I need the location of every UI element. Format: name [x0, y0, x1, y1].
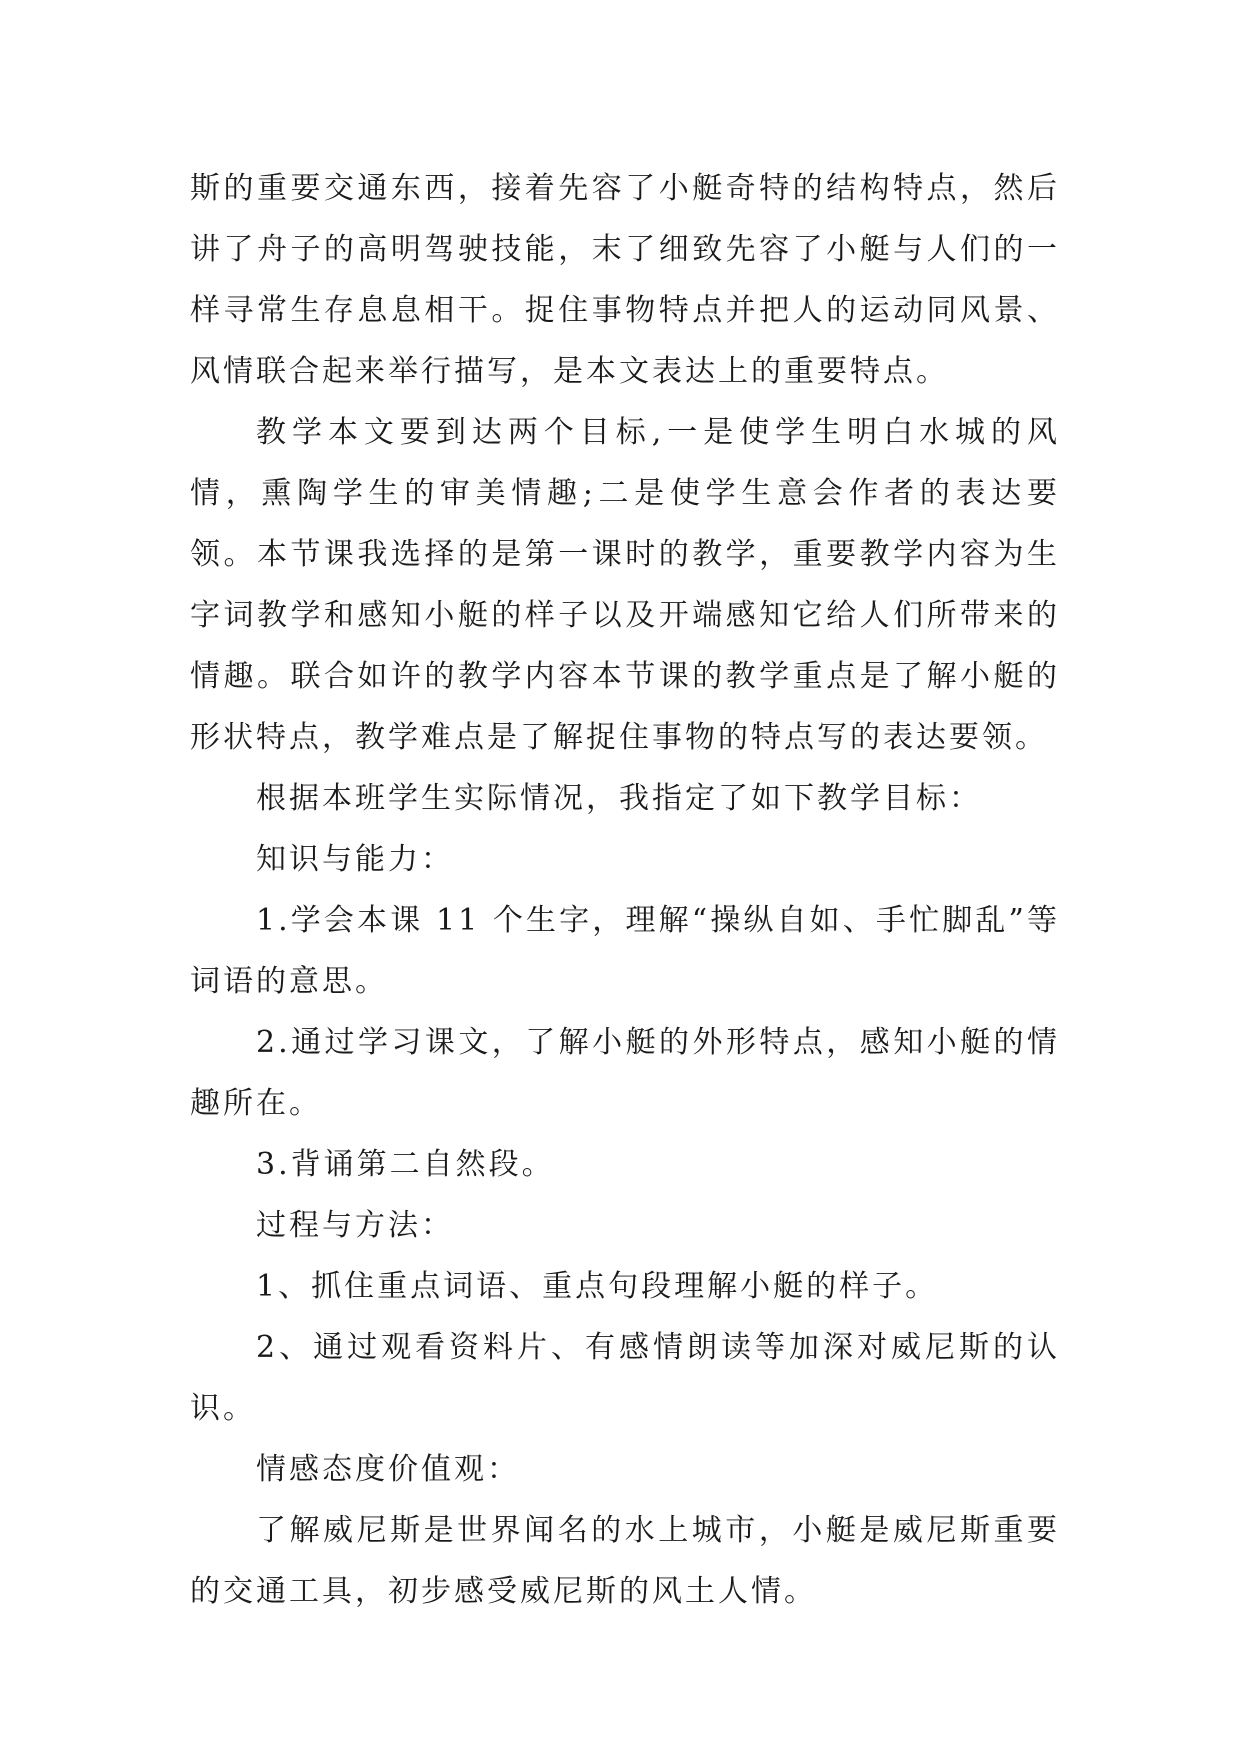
values-paragraph: 了解威尼斯是世界闻名的水上城市，小艇是威尼斯重要的交通工具，初步感受威尼斯的风土人情。 — [190, 1513, 1060, 1609]
paragraph-3: 根据本班学生实际情况，我指定了如下教学目标： — [256, 781, 982, 816]
objective-item-1: 1.学会本课 11 个生字，理解“操纵自如、手忙脚乱”等词语的意思。 — [190, 903, 1060, 999]
paragraph-2: 教学本文要到达两个目标,一是使学生明白水城的风情，熏陶学生的审美情趣;二是使学生意会作者的表达要领。本节课我选择的是第一课时的教学，重要教学内容为生字词教学和感知小艇的样子以及开端感知它给人们所带来的情趣。联合如许的教学内容本节课的教学重点是了解小艇的形状特点，教学难点是了解捉住事物的特点写的表达要领。 — [190, 415, 1060, 755]
process-item-1: 1、抓住重点词语、重点句段理解小艇的样子。 — [256, 1269, 939, 1304]
objective-item-3: 3.背诵第二自然段。 — [256, 1147, 555, 1182]
section-heading-values: 情感态度价值观： — [256, 1452, 520, 1487]
section-heading-process: 过程与方法： — [256, 1208, 454, 1243]
objective-item-2: 2.通过学习课文，了解小艇的外形特点，感知小艇的情趣所在。 — [190, 1025, 1060, 1121]
process-item-2: 2、通过观看资料片、有感情朗读等加深对威尼斯的认识。 — [190, 1330, 1060, 1426]
paragraph-1: 斯的重要交通东西，接着先容了小艇奇特的结构特点，然后讲了舟子的高明驾驶技能，末了细致先容了小艇与人们的一样寻常生存息息相干。捉住事物特点并把人的运动同风景、风情联合起来举行描写，是本文表达上的重要特点。 — [190, 171, 1060, 389]
section-heading-knowledge: 知识与能力： — [256, 842, 454, 877]
document-body — [190, 158, 1060, 1622]
